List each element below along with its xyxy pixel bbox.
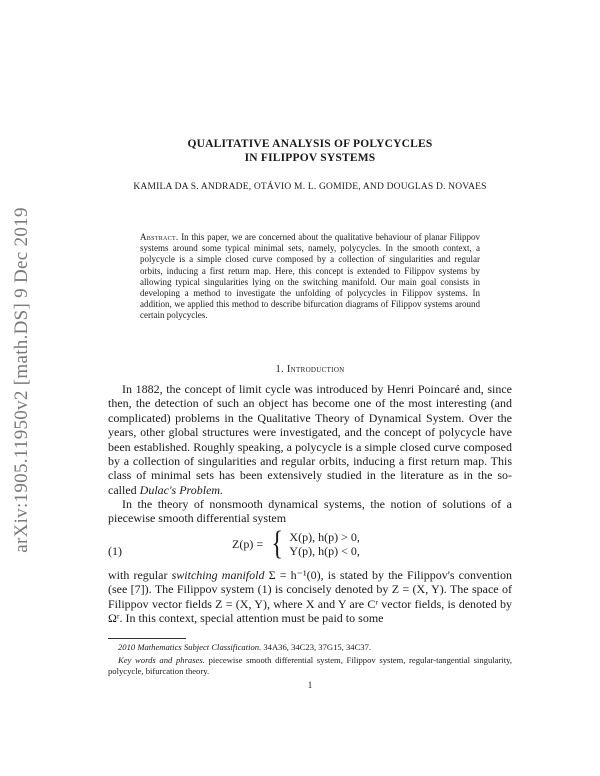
section-heading xyxy=(100,364,520,375)
arxiv-stamp-text: arXiv:1905.11950v2 [math.DS] 9 Dec 2019 xyxy=(11,207,32,553)
footnote-keywords-label: Key words and phrases. xyxy=(118,655,205,665)
title-line-2: IN FILIPPOV SYSTEMS xyxy=(244,152,376,164)
footnote-rule xyxy=(108,638,186,639)
title-line-1: QUALITATIVE ANALYSIS OF POLYCYCLES xyxy=(187,138,433,150)
paragraph-3 xyxy=(108,568,512,626)
equation-case-1: X(p), h(p) > 0, xyxy=(289,530,360,544)
abstract-text: In this paper, we are concerned about the qualitative behaviour of planar Filippov systems around some typical minimal sets, namely, polycycles. In the smooth context, a polycycle is a simple closed curve composed by a collection of singularities and regular orbits, inducing a first return map. Here, this concept is extended to Filippov systems by allowing typical singularities lying on the switching manifold. Our main goal consists in developing a method to investigate the unfolding of polycycles in Filippov systems. In addition, we applied this method to describe bifurcation diagrams of Filippov systems around certain polycycles. xyxy=(140,232,480,321)
paper-title xyxy=(100,137,520,165)
paragraph-3-italic: switching manifold xyxy=(171,568,265,582)
equation-lhs: Z(p) = xyxy=(232,536,264,551)
footnote-keywords xyxy=(108,655,512,677)
equation xyxy=(232,525,360,562)
authors: KAMILA DA S. ANDRADE, OTÁVIO M. L. GOMIDE, AND DOUGLAS D. NOVAES xyxy=(133,182,487,192)
section-number: 1. xyxy=(275,364,284,375)
paragraph-3-text-b: Σ = h⁻¹(0), is stated by the Filippov's convention (see [7]). The Filippov system (1) is concisely denoted by Z = (X, Y). The space of Filippov vector fields Z = (X, Y), where X and Y are Cʳ vector fields, is denoted by Ωʳ. In this context, special attention must be paid to some xyxy=(108,568,512,626)
equation-case-2: Y(p), h(p) < 0, xyxy=(289,544,360,558)
paragraph-1-text: In 1882, the concept of limit cycle was introduced by Henri Poincaré and, since then, the detection of such an object has become one of the most interesting (and complicated) problems in the Qualitative Theory of Dynamical System. Over the years, other global structures were investigated, and the concept of polycycle have been established. Roughly speaking, a polycycle is a simple closed curve composed by a collection of singularities and regular orbits, inducing a first return map. This class of minimal sets has been extensively studied in the literature as in the so-called xyxy=(108,382,512,497)
paragraph-1-italic: Dulac's Problem. xyxy=(139,482,224,497)
equation-number: (1) xyxy=(108,544,122,558)
arxiv-stamp xyxy=(8,160,36,600)
abstract xyxy=(140,232,480,322)
abstract-label: Abstract. xyxy=(140,232,179,242)
paragraph-1 xyxy=(108,382,512,497)
footnote-msc-label: 2010 Mathematics Subject Classification. xyxy=(118,642,262,652)
footnote-keywords-text: piecewise smooth differential system, Filippov system, regular-tangential singularity, polycycle, bifurcation theory. xyxy=(108,655,512,676)
paragraph-2: In the theory of nonsmooth dynamical systems, the notion of solutions of a piecewise smooth differential system xyxy=(108,497,512,526)
paragraph-3-text-a: with regular xyxy=(108,568,168,582)
section-title: Introduction xyxy=(286,364,345,375)
equation-cases xyxy=(289,530,359,558)
equation-brace: { xyxy=(271,525,283,562)
footnote-msc xyxy=(108,642,512,653)
footnote-msc-text: 34A36, 34C23, 37G15, 34C37. xyxy=(263,642,372,652)
page-number: 1 xyxy=(307,680,313,690)
